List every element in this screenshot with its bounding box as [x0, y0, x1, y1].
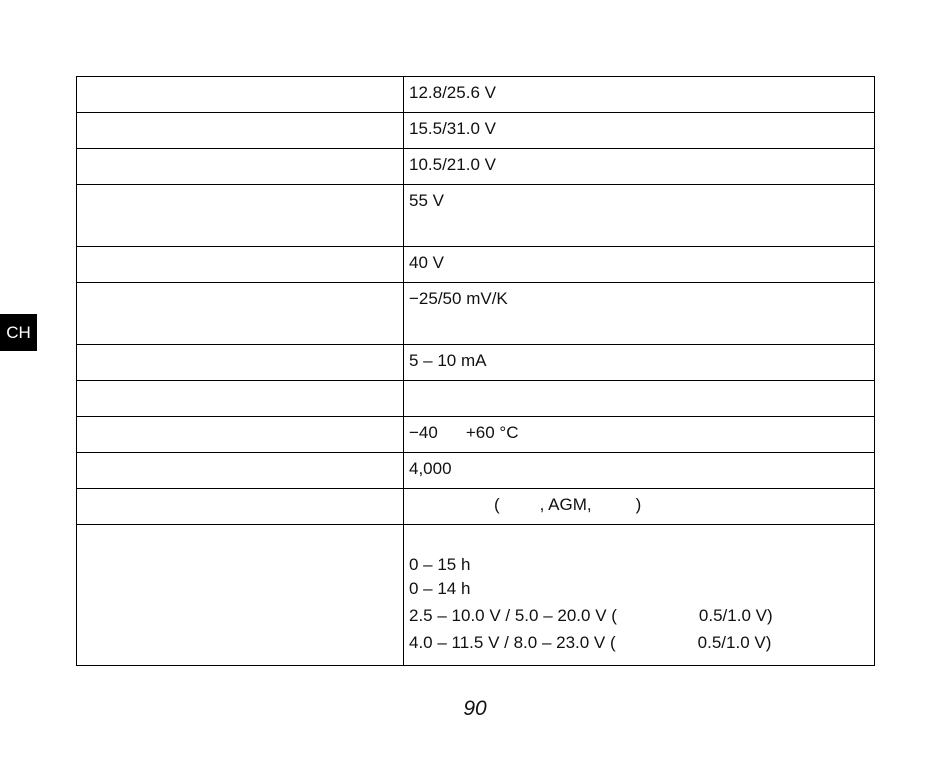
- spec-label: [77, 417, 404, 453]
- specifications-table: [76, 76, 875, 666]
- table-row: [77, 453, 875, 489]
- table-row: [77, 381, 875, 417]
- spec-label: [77, 149, 404, 185]
- spec-label: [77, 77, 404, 113]
- spec-label: [77, 525, 404, 666]
- spec-value: 12.8/25.6 V: [404, 77, 875, 113]
- spec-label: [77, 283, 404, 345]
- spec-value: 55 V: [404, 185, 875, 247]
- spec-value: 4,000: [404, 453, 875, 489]
- table-row: [77, 113, 875, 149]
- value-line-main: 4.0 – 11.5 V / 8.0 – 23.0 V (: [409, 633, 616, 652]
- spec-value: 10.5/21.0 V: [404, 149, 875, 185]
- value-line: [409, 633, 869, 653]
- spec-label: [77, 489, 404, 525]
- value-line-tail: 0.5/1.0 V): [697, 633, 772, 652]
- spec-label: [77, 113, 404, 149]
- spec-label: [77, 185, 404, 247]
- spec-label: [77, 381, 404, 417]
- value-line: 0 – 15 h: [409, 555, 471, 574]
- value-line-tail: 0.5/1.0 V): [698, 606, 773, 625]
- table-row: [77, 77, 875, 113]
- battery-agm: , AGM,: [539, 495, 592, 514]
- spec-value: 40 V: [404, 247, 875, 283]
- value-line-main: 2.5 – 10.0 V / 5.0 – 20.0 V (: [409, 606, 617, 625]
- spec-value: 5 – 10 mA: [404, 345, 875, 381]
- spec-label: [77, 453, 404, 489]
- language-tab-label: CH: [6, 322, 31, 342]
- spec-label: [77, 345, 404, 381]
- spec-value: −25/50 mV/K: [404, 283, 875, 345]
- table-row: [77, 149, 875, 185]
- table-row: [77, 247, 875, 283]
- language-tab: [0, 314, 37, 351]
- spec-value: 15.5/31.0 V: [404, 113, 875, 149]
- table-row: [77, 525, 875, 666]
- table-row: [77, 489, 875, 525]
- spec-value: [404, 417, 875, 453]
- temp-max: +60 °C: [465, 423, 519, 442]
- page-number: 90: [463, 697, 487, 720]
- battery-close-paren: ): [635, 495, 642, 514]
- temp-min: −40: [409, 423, 438, 442]
- spec-value: [404, 525, 875, 666]
- value-line: 0 – 14 h: [409, 579, 471, 598]
- table-row: [77, 345, 875, 381]
- table-row: [77, 185, 875, 247]
- spec-value: [404, 381, 875, 417]
- spec-value: [404, 489, 875, 525]
- table-row: [77, 283, 875, 345]
- table-row: [77, 417, 875, 453]
- spec-label: [77, 247, 404, 283]
- value-line: [409, 606, 869, 626]
- battery-open-paren: (: [494, 495, 500, 514]
